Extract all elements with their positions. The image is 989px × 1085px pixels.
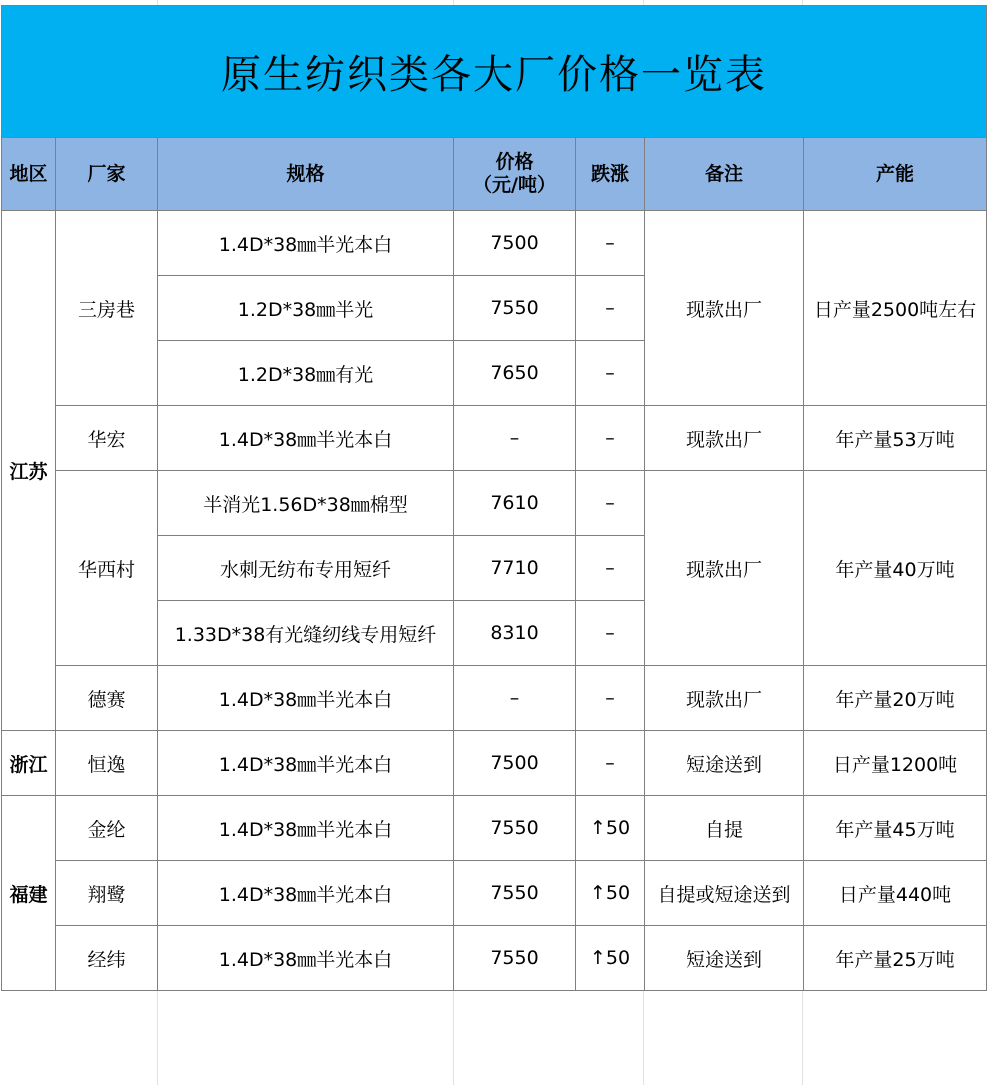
- note-cell[interactable]: 自提或短途送到: [645, 861, 804, 926]
- spec-cell[interactable]: 1.4D*38㎜半光本白: [158, 861, 454, 926]
- table-row: [2, 471, 987, 536]
- spec-cell[interactable]: 半消光1.56D*38㎜棉型: [158, 471, 454, 536]
- price-cell[interactable]: 7550: [454, 861, 576, 926]
- spec-cell[interactable]: 1.4D*38㎜半光本白: [158, 406, 454, 471]
- change-cell[interactable]: –: [576, 536, 645, 601]
- change-cell[interactable]: –: [576, 211, 645, 276]
- change-cell[interactable]: –: [576, 601, 645, 666]
- price-cell[interactable]: –: [454, 406, 576, 471]
- table-row: [2, 796, 987, 861]
- capacity-cell[interactable]: 日产量440吨: [804, 861, 987, 926]
- change-cell[interactable]: –: [576, 471, 645, 536]
- change-cell[interactable]: ↑50: [576, 926, 645, 991]
- spec-cell[interactable]: 1.33D*38有光缝纫线专用短纤: [158, 601, 454, 666]
- header-note[interactable]: 备注: [645, 138, 804, 211]
- factory-cell[interactable]: 金纶: [56, 796, 158, 861]
- capacity-cell[interactable]: 年产量20万吨: [804, 666, 987, 731]
- factory-cell[interactable]: 三房巷: [56, 211, 158, 406]
- note-cell[interactable]: 短途送到: [645, 731, 804, 796]
- factory-cell[interactable]: 经纬: [56, 926, 158, 991]
- factory-cell[interactable]: 德赛: [56, 666, 158, 731]
- table-row: [2, 666, 987, 731]
- note-cell[interactable]: 自提: [645, 796, 804, 861]
- change-cell[interactable]: ↑50: [576, 796, 645, 861]
- capacity-cell[interactable]: 年产量40万吨: [804, 471, 987, 666]
- table-row: [2, 926, 987, 991]
- header-region[interactable]: 地区: [2, 138, 56, 211]
- price-cell[interactable]: –: [454, 666, 576, 731]
- spec-cell[interactable]: 1.2D*38㎜半光: [158, 276, 454, 341]
- note-cell[interactable]: 短途送到: [645, 926, 804, 991]
- factory-cell[interactable]: 华西村: [56, 471, 158, 666]
- table-row: [2, 731, 987, 796]
- table-row: [2, 861, 987, 926]
- region-cell-jiangsu[interactable]: 江苏: [2, 211, 56, 731]
- region-cell-fujian[interactable]: 福建: [2, 796, 56, 991]
- header-spec[interactable]: 规格: [158, 138, 454, 211]
- capacity-cell[interactable]: 日产量1200吨: [804, 731, 987, 796]
- change-cell[interactable]: –: [576, 406, 645, 471]
- header-price-line2: （元/吨）: [473, 174, 556, 196]
- price-cell[interactable]: 7650: [454, 341, 576, 406]
- header-price-line1: 价格: [495, 151, 534, 173]
- note-cell[interactable]: 现款出厂: [645, 666, 804, 731]
- price-cell[interactable]: 7550: [454, 796, 576, 861]
- change-cell[interactable]: –: [576, 666, 645, 731]
- spec-cell[interactable]: 1.2D*38㎜有光: [158, 341, 454, 406]
- price-cell[interactable]: 7500: [454, 211, 576, 276]
- factory-cell[interactable]: 华宏: [56, 406, 158, 471]
- price-cell[interactable]: 8310: [454, 601, 576, 666]
- change-cell[interactable]: –: [576, 276, 645, 341]
- spec-cell[interactable]: 1.4D*38㎜半光本白: [158, 796, 454, 861]
- note-cell[interactable]: 现款出厂: [645, 471, 804, 666]
- note-cell[interactable]: 现款出厂: [645, 406, 804, 471]
- header-factory[interactable]: 厂家: [56, 138, 158, 211]
- capacity-cell[interactable]: 年产量53万吨: [804, 406, 987, 471]
- price-cell[interactable]: 7550: [454, 926, 576, 991]
- header-price[interactable]: [454, 138, 576, 211]
- price-cell[interactable]: 7710: [454, 536, 576, 601]
- spec-cell[interactable]: 1.4D*38㎜半光本白: [158, 926, 454, 991]
- header-row: [2, 138, 987, 211]
- change-cell[interactable]: –: [576, 341, 645, 406]
- note-cell[interactable]: 现款出厂: [645, 211, 804, 406]
- page-title[interactable]: 原生纺织类各大厂价格一览表: [2, 6, 987, 138]
- price-cell[interactable]: 7500: [454, 731, 576, 796]
- spec-cell[interactable]: 1.4D*38㎜半光本白: [158, 211, 454, 276]
- region-cell-zhejiang[interactable]: 浙江: [2, 731, 56, 796]
- spec-cell[interactable]: 1.4D*38㎜半光本白: [158, 666, 454, 731]
- table-row: [2, 406, 987, 471]
- change-cell[interactable]: ↑50: [576, 861, 645, 926]
- spec-cell[interactable]: 水刺无纺布专用短纤: [158, 536, 454, 601]
- spec-cell[interactable]: 1.4D*38㎜半光本白: [158, 731, 454, 796]
- factory-cell[interactable]: 翔鹭: [56, 861, 158, 926]
- header-change[interactable]: 跌涨: [576, 138, 645, 211]
- capacity-cell[interactable]: 日产量2500吨左右: [804, 211, 987, 406]
- change-cell[interactable]: –: [576, 731, 645, 796]
- price-cell[interactable]: 7610: [454, 471, 576, 536]
- factory-cell[interactable]: 恒逸: [56, 731, 158, 796]
- price-table: [1, 5, 987, 991]
- capacity-cell[interactable]: 年产量45万吨: [804, 796, 987, 861]
- capacity-cell[interactable]: 年产量25万吨: [804, 926, 987, 991]
- table-row: [2, 211, 987, 276]
- price-cell[interactable]: 7550: [454, 276, 576, 341]
- header-capacity[interactable]: 产能: [804, 138, 987, 211]
